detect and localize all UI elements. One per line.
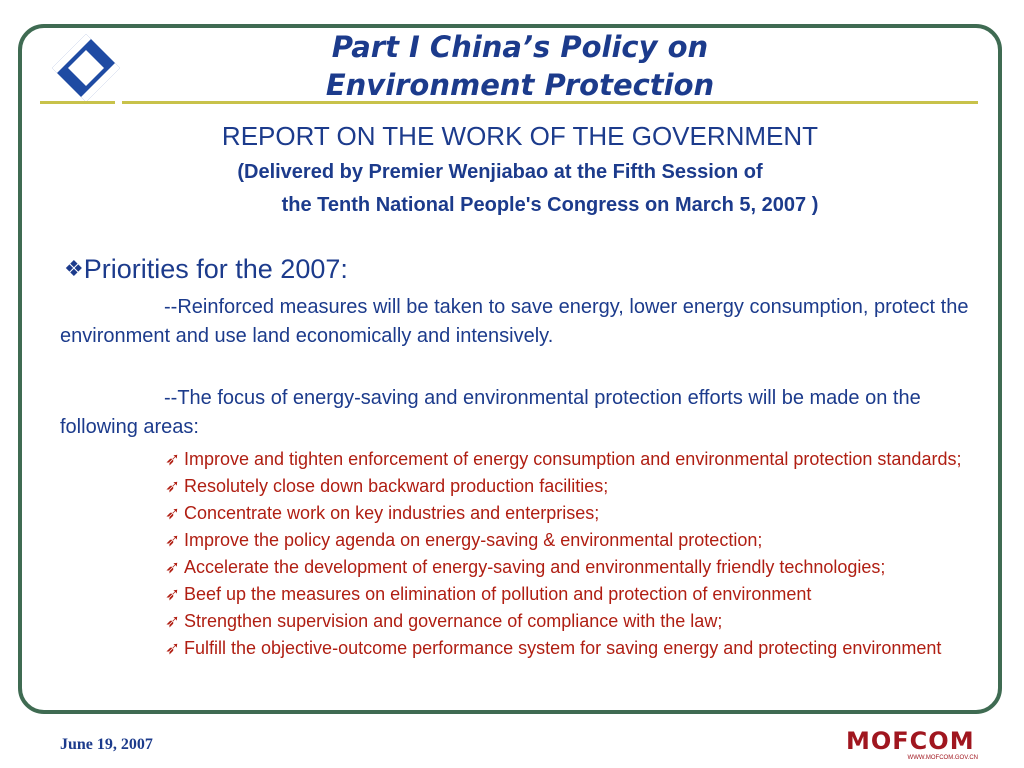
arrow-bullet-icon: ➶ (165, 449, 181, 469)
report-subtitle-line2: the Tenth National People's Congress on March 5, 2007 ) (281, 194, 819, 216)
priorities-heading (64, 254, 348, 285)
list-item: ➶ Concentrate work on key industries and enterprises; (165, 500, 995, 527)
list-item: ➶ Improve the policy agenda on energy-saving & environmental protection; (165, 527, 995, 554)
arrow-bullet-icon: ➶ (165, 638, 181, 658)
list-item: ➶ Resolutely close down backward production facilities; (165, 473, 995, 500)
arrow-bullet-icon: ➶ (165, 476, 181, 496)
list-item: ➶ Strengthen supervision and governance of compliance with the law; (165, 608, 995, 635)
list-item: ➶ Fulfill the objective-outcome performance system for saving energy and protecting environment (165, 635, 995, 662)
mofcom-logo-url: WWW.MOFCOM.GOV.CN (907, 755, 978, 761)
list-item: ➶ Accelerate the development of energy-saving and environmentally friendly technologies; (165, 554, 995, 581)
paragraph-1: --Reinforced measures will be taken to save energy, lower energy consumption, protect the environment and use land economically and intensively. (60, 296, 969, 347)
arrow-bullet-icon: ➶ (165, 503, 181, 523)
list-item: ➶ Beef up the measures on elimination of pollution and protection of environment (165, 581, 995, 608)
arrow-bullet-icon: ➶ (165, 530, 181, 550)
diamond-logo-icon (50, 32, 122, 104)
paragraph-2: --The focus of energy-saving and environmental protection efforts will be made on the following areas: (60, 387, 921, 438)
footer-date: June 19, 2007 (60, 736, 153, 753)
focus-area-list (165, 446, 995, 662)
slide-title (200, 28, 840, 104)
arrow-bullet-icon: ➶ (165, 557, 181, 577)
slide-title-line2: Environment Protection (325, 68, 715, 102)
list-item: ➶ Improve and tighten enforcement of energy consumption and environmental protection standards; (165, 446, 995, 473)
report-subtitle-line1: (Delivered by Premier Wenjiabao at the Fifth Session of (237, 161, 763, 183)
diamond-bullet-icon: ❖ (64, 256, 84, 281)
priorities-heading-text: Priorities for the 2007: (83, 254, 348, 284)
mofcom-logo (846, 728, 986, 764)
slide-title-line1: Part I China’s Policy on (331, 30, 709, 64)
report-title: REPORT ON THE WORK OF THE GOVERNMENT (221, 121, 819, 151)
title-rule-left (40, 101, 115, 104)
mofcom-logo-text: MOFCOM (846, 727, 975, 755)
arrow-bullet-icon: ➶ (165, 584, 181, 604)
arrow-bullet-icon: ➶ (165, 611, 181, 631)
